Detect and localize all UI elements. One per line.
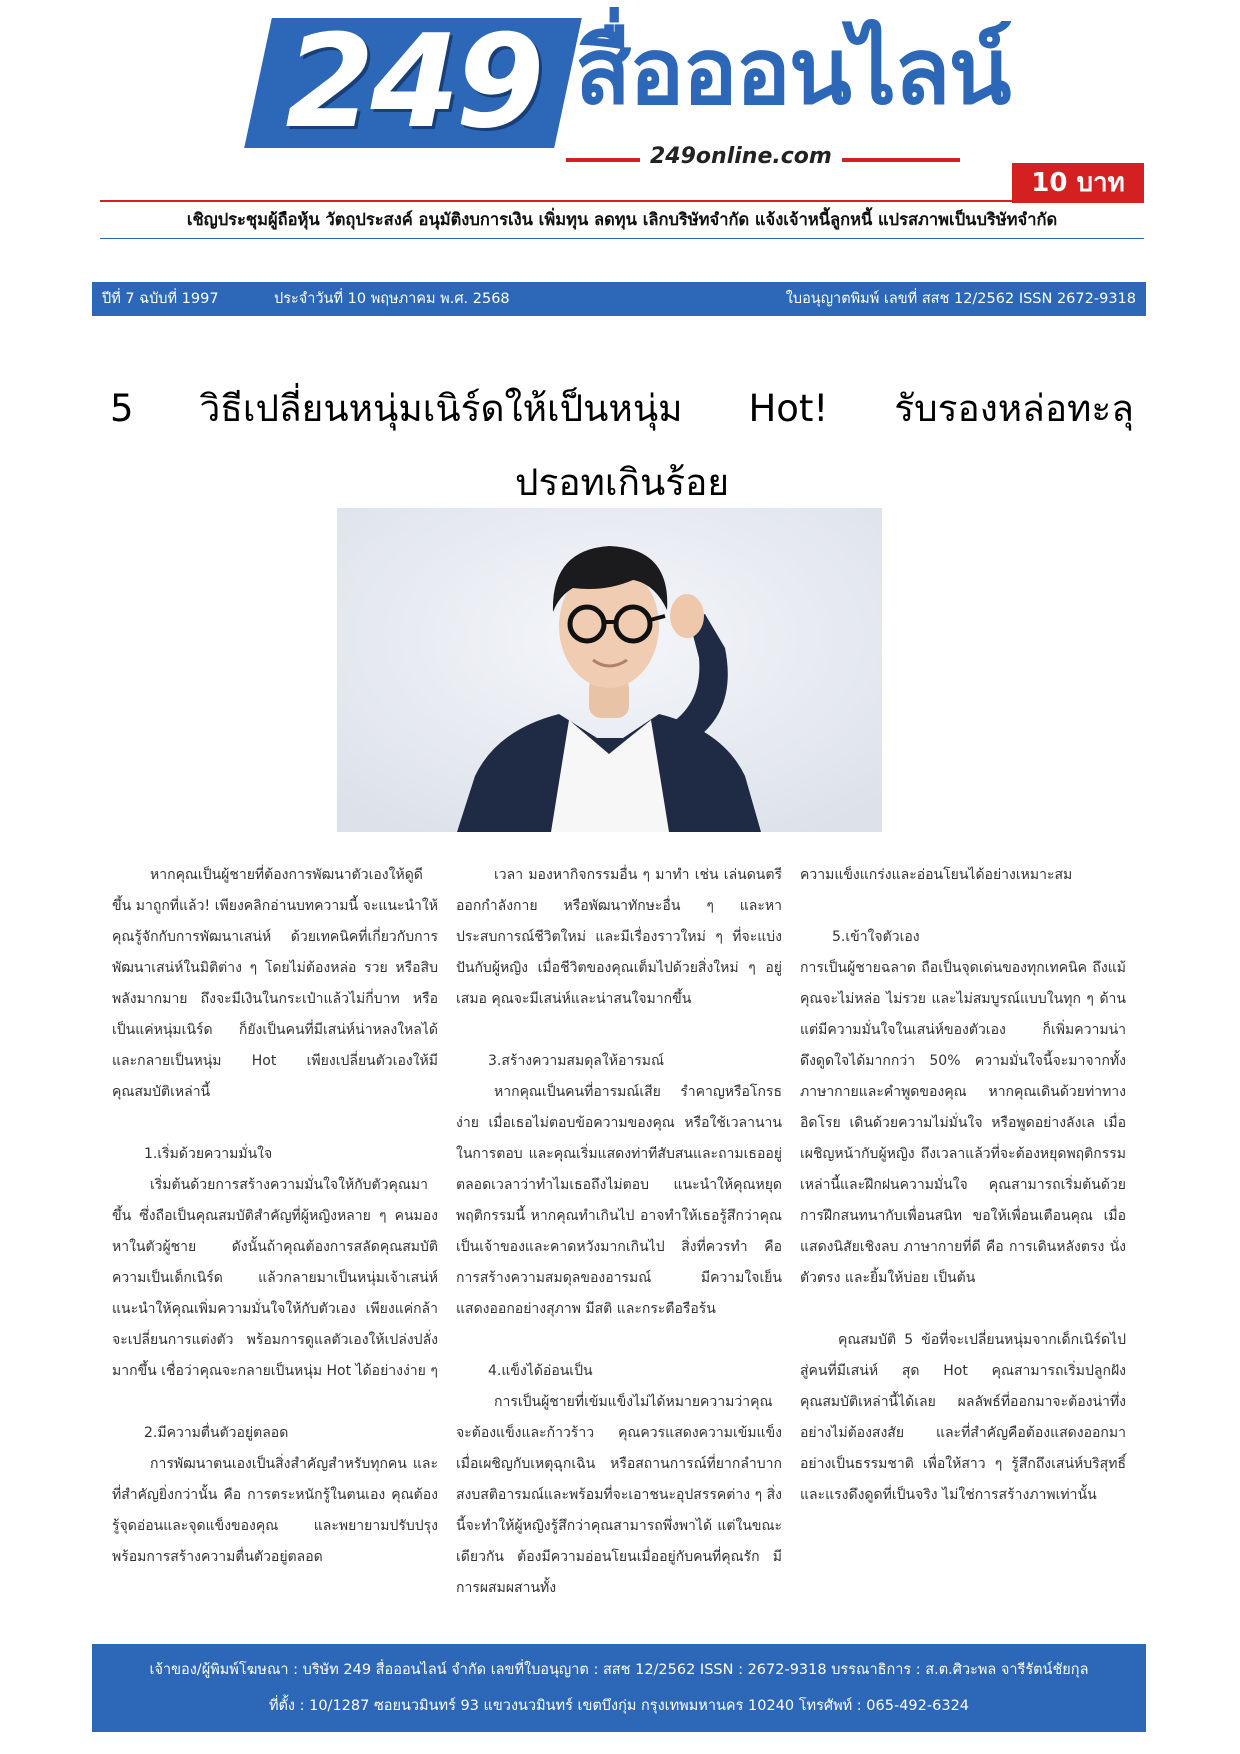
article-paragraph: เวลา มองหากิจกรรมอื่น ๆ มาทำ เช่น เล่นดนตรี ออกกำลังกาย หรือพัฒนาทักษะอื่น ๆ และหาประสบการณ์ชีวิตใหม่ และมีเรื่องราวใหม่ ๆ ที่จะแบ่งปันกับผู้หญิง เมื่อชีวิตของคุณเต็มไปด้วยสิ่งใหม่ ๆ อยู่เสมอ คุณจะมีเสน่ห์และน่าสนใจมากขึ้น [456,867,782,1007]
masthead-red-divider [100,200,1144,202]
section-heading: 5.เข้าใจตัวเอง [832,929,920,945]
headline-word: วิธีเปลี่ยนหนุ่มเนิร์ดให้เป็นหนุ่ม [199,387,683,430]
price-badge: 10 บาท [1012,163,1144,203]
article-headline [110,372,1134,520]
print-license: ใบอนุญาตพิมพ์ เลขที่ สสช 12/2562 ISSN 2672-9318 [785,291,1136,307]
paragraph-spacer [800,891,1126,922]
headline-word: 5 [110,387,134,430]
section-heading: 3.สร้างความสมดุลให้อารมณ์ [488,1053,664,1069]
headline-line-1 [110,372,1134,446]
footer-address-line: ที่ตั้ง : 10/1287 ซอยนวมินทร์ 93 แขวงนวมินทร์ เขตบึงกุ่ม กรุงเทพมหานคร 10240 โทรศัพท์ : 065-492-6324 [268,1698,970,1714]
footer-publisher-line: เจ้าของ/ผู้พิมพ์โฆษณา : บริษัท 249 สื่อออนไลน์ จำกัด เลขที่ใบอนุญาต : สสช 12/2562 ISSN : 2672-9318 บรรณาธิการ : ส.ต.ศิวะพล จารีรัตน์ชัยกุล [149,1662,1089,1678]
article-column-3 [800,860,1126,1511]
article-paragraph: หากคุณเป็นคนที่อารมณ์เสีย รำคาญหรือโกรธง่าย เมื่อเธอไม่ตอบข้อความของคุณ หรือใช้เวลานานในการตอบ และคุณเริ่มแสดงท่าทีสับสนและถามเธออยู่ตลอดเวลาว่าทำไมเธอถึงไม่ตอบ แนะนำให้คุณหยุดพฤติกรรมนี้ หากคุณทำเกินไป อาจทำให้เธอรู้สึกว่าคุณเป็นเจ้าของและคาดหวังมากเกินไป สิ่งที่ควรทำ คือ การสร้างความสมดุลของอารมณ์ มีความใจเย็น แสดงออกอย่างสุภาพ มีสติ และกระตือรือร้น [456,1084,782,1317]
masthead-blue-divider [100,238,1144,239]
paragraph-spacer [800,1294,1126,1325]
headline-word: รับรองหล่อทะลุ [894,387,1134,430]
article-column-1 [112,860,438,1573]
logo-thai-wordmark: สื่อออนไลน์ [575,18,1010,125]
paragraph-spacer [456,1325,782,1356]
issue-number: ปีที่ 7 ฉบับที่ 1997 [102,291,219,307]
article-paragraph: เริ่มต้นด้วยการสร้างความมั่นใจให้กับตัวคุณมาขึ้น ซึ่งถือเป็นคุณสมบัติสำคัญที่ผู้หญิงหลาย ๆ คนมองหาในตัวผู้ชาย ดังนั้นถ้าคุณต้องการสลัดคุณสมบัติความเป็นเด็กเนิร์ด แล้วกลายมาเป็นหนุ่มเจ้าเสน่ห์ แนะนำให้คุณเพิ่มความมั่นใจให้กับตัวเอง เพียงแค่กล้าจะเปลี่ยนการแต่งตัว พร้อมการดูแลตัวเองให้เปล่งปลั่งมากขึ้น เชื่อว่าคุณจะกลายเป็นหนุ่ม Hot ได้อย่างง่าย ๆ [112,1177,438,1379]
article-column-2 [456,860,782,1604]
article-paragraph: การเป็นผู้ชายที่เข้มแข็งไม่ได้หมายความว่าคุณจะต้องแข็งและก้าวร้าว คุณควรแสดงความเข้มแข็ง เมื่อเผชิญกับเหตุฉุกเฉิน หรือสถานการณ์ที่ยากลำบาก สงบสติอารมณ์และพร้อมที่จะเอาชนะอุปสรรคต่าง ๆ สิ่งนี้จะทำให้ผู้หญิงรู้สึกว่าคุณสามารถพึ่งพาได้ แต่ในขณะเดียวกัน ต้องมีความอ่อนโยนเมื่ออยู่กับคนที่คุณรัก มีการผสมผสานทั้ง [456,1394,782,1596]
logo-number: 249 [285,8,541,157]
paragraph-spacer [112,1108,438,1139]
paragraph-spacer [112,1387,438,1418]
issue-bar [92,282,1146,316]
article-paragraph: ความแข็งแกร่งและอ่อนโยนได้อย่างเหมาะสม [800,867,1073,883]
portrait-illustration [337,508,882,832]
section-heading: 4.แข็งได้อ่อนเป็น [488,1363,593,1379]
article-photo [337,508,882,832]
article-paragraph: การพัฒนาตนเองเป็นสิ่งสำคัญสำหรับทุกคน และที่สำคัญยิ่งกว่านั้น คือ การตระหนักรู้ในตนเอง คุณต้องรู้จุดอ่อนและจุดแข็งของคุณ และพยายามปรับปรุง พร้อมการสร้างความตื่นตัวอยู่ตลอด [112,1456,438,1565]
logo-domain: 249online.com [640,142,842,172]
article-paragraph: คุณสมบัติ 5 ข้อที่จะเปลี่ยนหนุ่มจากเด็กเนิร์ดไปสู่คนที่มีเสน่ห์ สุด Hot คุณสามารถเริ่มปลูกฝังคุณสมบัติเหล่านี้ได้เลย ผลลัพธ์ที่ออกมาจะต้องน่าทึ่งอย่างไม่ต้องสงสัย และที่สำคัญคือต้องแสดงออกมาอย่างเป็นธรรมชาติ เพื่อให้สาว ๆ รู้สึกถึงเสน่ห์บริสุทธิ์ และแรงดึงดูดที่เป็นจริง ไม่ใช่การสร้างภาพเท่านั้น [800,1332,1126,1503]
article-paragraph: หากคุณเป็นผู้ชายที่ต้องการพัฒนาตัวเองให้ดูดีขึ้น มาถูกที่แล้ว! เพียงคลิกอ่านบทความนี้ จะแนะนำให้คุณรู้จักกับการพัฒนาเสน่ห์ ด้วยเทคนิคที่เกี่ยวกับการพัฒนาเสน่ห์ในมิติต่าง ๆ โดยไม่ต้องหล่อ รวย หรือสิบพลังมากมาย ถึงจะมีเงินในกระเป๋าแล้วไม่กี่บาท หรือเป็นแค่หนุ่มเนิร์ด ก็ยังเป็นคนที่มีเสน่ห์น่าหลงใหลได้ และกลายเป็นหนุ่ม Hot เพียงเปลี่ยนตัวเองให้มีคุณสมบัติเหล่านี้ [112,867,438,1100]
headline-word: Hot! [748,387,829,430]
paragraph-spacer [456,1015,782,1046]
headline-line-2: ปรอทเกินร้อย [514,461,730,504]
section-heading: 1.เริ่มด้วยความมั่นใจ [144,1146,273,1162]
section-heading: 2.มีความตื่นตัวอยู่ตลอด [144,1425,289,1441]
masthead-tagline: เชิญประชุมผู้ถือหุ้น วัตถุประสงค์ อนุมัติงบการเงิน เพิ่มทุน ลดทุน เลิกบริษัทจำกัด แจ้งเจ้าหนี้ลูกหนี้ แปรสภาพเป็นบริษัทจำกัด [186,210,1058,229]
article-paragraph: การเป็นผู้ชายฉลาด ถือเป็นจุดเด่นของทุกเทคนิค ถึงแม้คุณจะไม่หล่อ ไม่รวย และไม่สมบูรณ์แบบในทุก ๆ ด้าน แต่มีความมั่นใจในเสน่ห์ของตัวเอง ก็เพิ่มความน่าดึงดูดใจได้มากกว่า 50% ความมั่นใจนี้จะมาจากทั้งภาษากายและคำพูดของคุณ หากคุณเดินด้วยท่าทางอิดโรย เดินด้วยความไม่มั่นใจ หรือพูดอย่างลังเล เมื่อเผชิญหน้ากับผู้หญิง ถึงเวลาแล้วที่จะต้องหยุดพฤติกรรมเหล่านี้และฝึกฝนความมั่นใจ คุณสามารถเริ่มต้นด้วยการฝึกสนทนากับเพื่อนสนิท ขอให้เพื่อนเตือนคุณ เมื่อแสดงนิสัยเชิงลบ ภาษากายที่ดี คือ การเดินหลังตรง นั่งตัวตรง และยิ้มให้บ่อย เป็นต้น [800,960,1126,1286]
issue-date: ประจำวันที่ 10 พฤษภาคม พ.ศ. 2568 [274,291,510,307]
publisher-footer [92,1644,1146,1732]
